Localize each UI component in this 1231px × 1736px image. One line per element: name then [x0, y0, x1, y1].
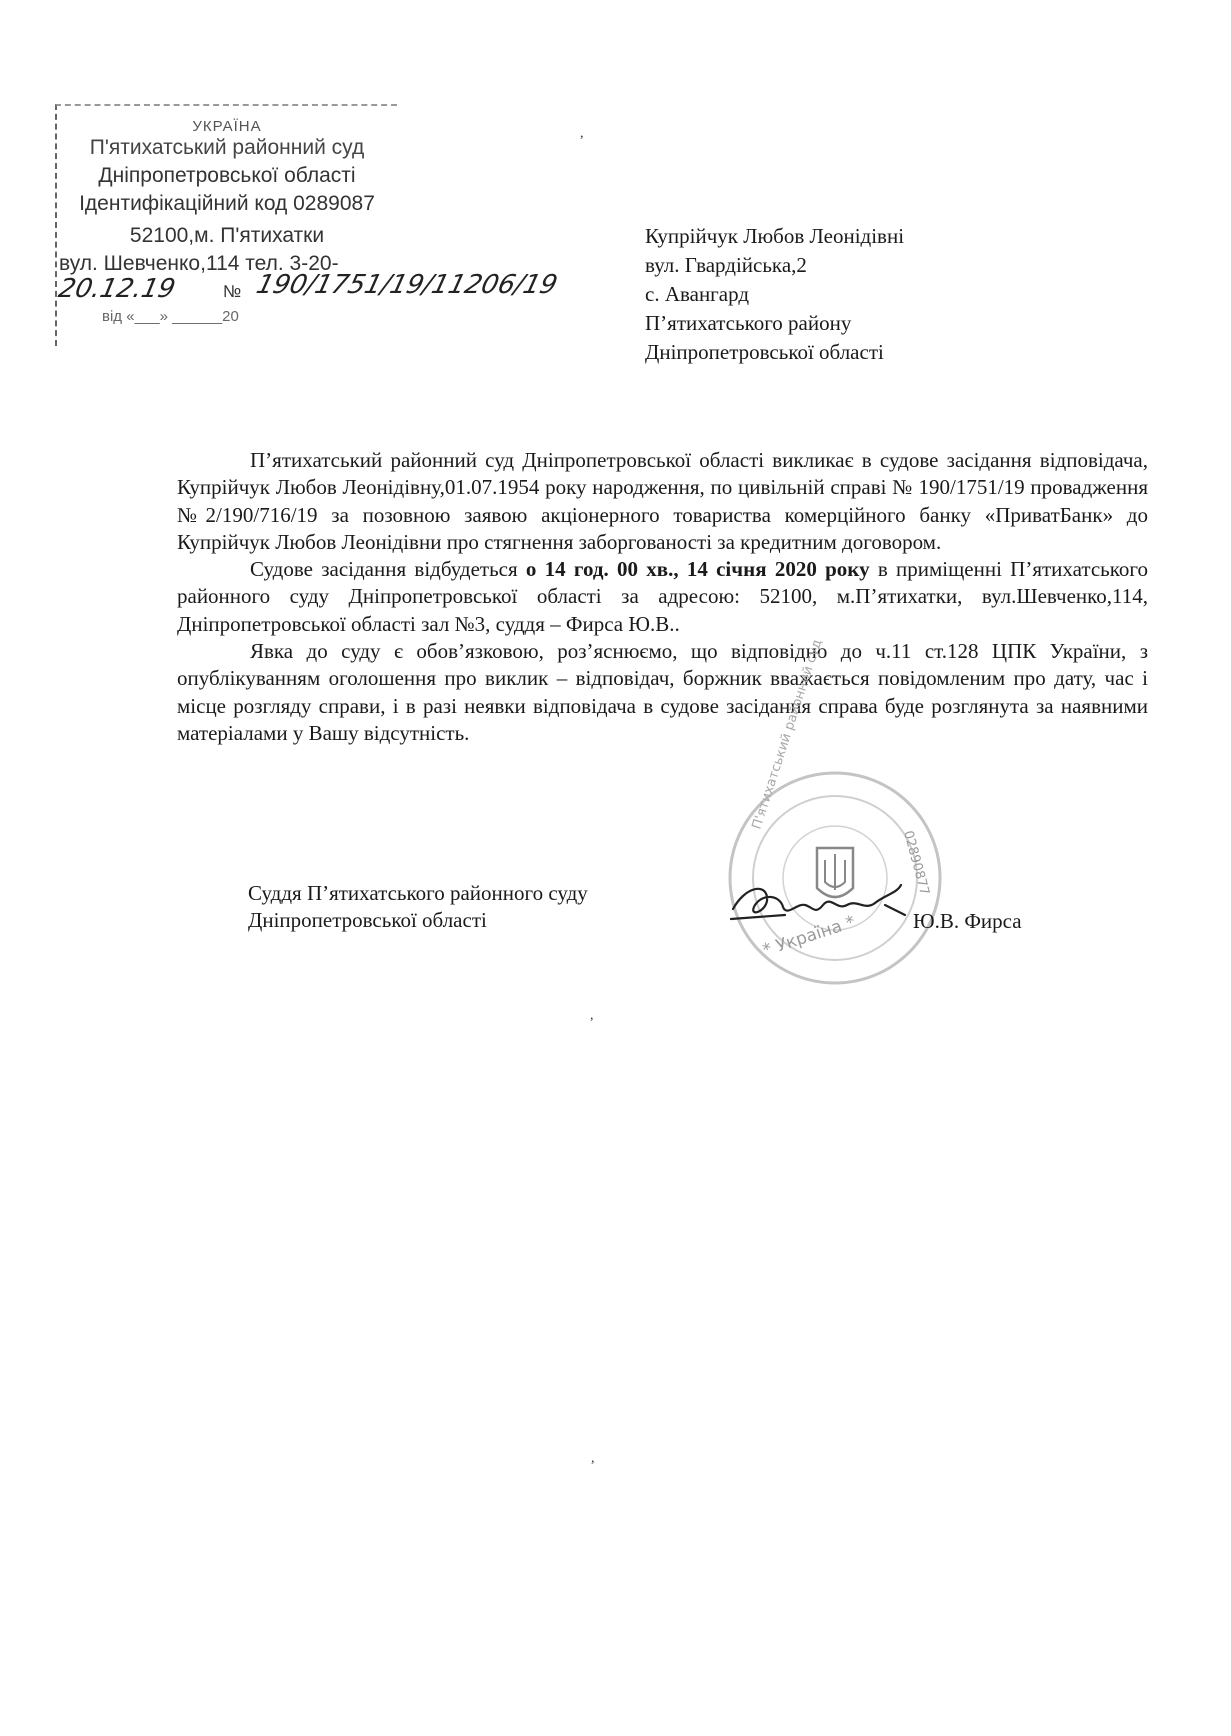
seal-code-text: 02890877 — [900, 829, 932, 897]
stamp-number-label: № — [223, 282, 242, 301]
addressee-district: П’ятихатського району — [645, 311, 852, 335]
scan-speck: , — [590, 1008, 594, 1023]
stamp-court-name: П'ятихатський районний суд — [89, 136, 365, 159]
judge-title-line: Суддя П’ятихатського районного суду — [248, 881, 588, 905]
stamp-street: вул. Шевченко,114 тел. 3-20- — [59, 252, 339, 275]
addressee-street: вул. Гвардійська,2 — [645, 253, 807, 277]
stamp-city: 52100,м. П'ятихатки — [129, 224, 325, 247]
seal-court-text: П'ятихатський районний суд — [749, 637, 826, 832]
body-text-run: Судове засідання відбудеться — [250, 557, 526, 582]
stamp-country: УКРАЇНА — [192, 118, 262, 135]
body-paragraph: Явка до суду є обов’язковою, роз’яснюємо, що відповідно до ч.11 ст.128 ЦПК України, з опублікуванням оголошення про виклик – відповідач, боржник вважається повідомленим про дату, час і місце розгляду справи, і в разі неявки відповідача в судове засідання справа буде розглянута за наявними матеріалами у Вашу відсутність. — [177, 639, 1148, 745]
stamp-date: 20.12.19 — [55, 274, 178, 304]
addressee-block — [645, 222, 904, 367]
addressee-village: с. Авангард — [645, 282, 750, 306]
stamp-id-code: Ідентифікаційний код 0289087 — [79, 192, 375, 215]
registration-stamp — [55, 104, 561, 346]
scan-speck: , — [580, 126, 584, 141]
letter-body — [177, 447, 1148, 747]
addressee-region: Дніпропетровської області — [645, 340, 884, 364]
stamp-region: Дніпропетровської області — [98, 164, 356, 187]
judge-name: Ю.В. Фирса — [913, 909, 1022, 933]
judge-title-line: Дніпропетровської області — [248, 908, 487, 932]
signature-title — [248, 880, 588, 934]
stamp-outgoing-number: 190/1751/19/11206/19 — [253, 270, 561, 300]
handwritten-signature — [725, 875, 910, 935]
seal-bottom-text: * Україна * — [760, 912, 858, 961]
body-paragraph: П’ятихатський районний суд Дніпропетровської області викликає в судове засідання відповідача, Купрійчук Любов Леонідівну,01.07.1954 року народження, по цивільній справі № 190/1751/19 провадження №2/190/716/19 за позовною заявою акціонерного товариства комерційного банку «ПриватБанк» до Купрійчук Любов Леонідівни про стягнення заборгованості за кредитним договором. — [177, 448, 1148, 554]
body-text-run: в приміщенні П’ятихатського районного суду Дніпропетровської області за адресою: 52100, м.П’ятихатки, вул.Шевченко,114, Дніпропетровської області зал №3, суддя – Фирса Ю.В.. — [177, 557, 1148, 636]
hearing-datetime: о 14 год. 00 хв., 14 січня 2020 року — [525, 557, 870, 582]
scan-speck: , — [591, 1451, 595, 1466]
stamp-from-date-line: від «___» ______20 — [102, 308, 239, 325]
addressee-name: Купрійчук Любов Леонідівні — [645, 224, 905, 248]
body-paragraph — [177, 556, 1148, 638]
